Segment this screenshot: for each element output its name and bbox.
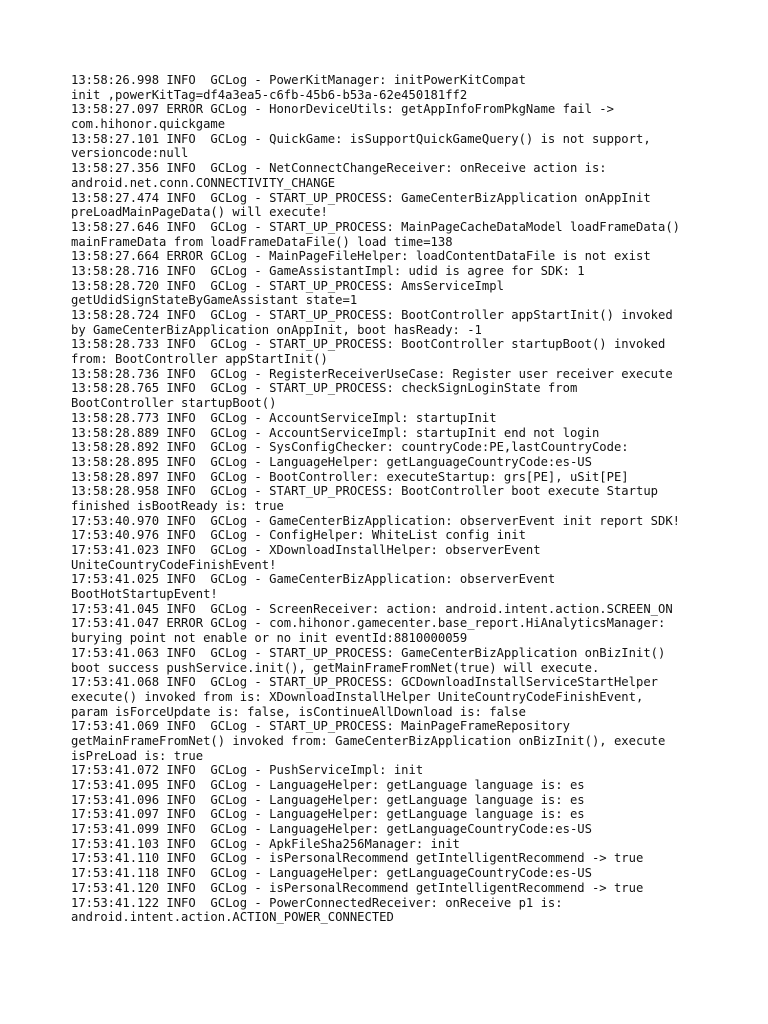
log-line: isPreLoad is: true	[71, 748, 204, 763]
log-line: 13:58:28.716 INFO GCLog - GameAssistantImpl: udid is agree for SDK: 1	[71, 263, 585, 278]
log-line: finished isBootReady is: true	[71, 498, 284, 513]
log-line: from: BootController appStartInit()	[71, 352, 328, 367]
log-line: 17:53:41.118 INFO GCLog - LanguageHelper: getLanguageCountryCode:es-US	[71, 866, 592, 881]
log-line: 17:53:41.068 INFO GCLog - START_UP_PROCESS: GCDownloadInstallServiceStartHelper	[71, 675, 658, 690]
log-line: 17:53:41.063 INFO GCLog - START_UP_PROCESS: GameCenterBizApplication onBizInit()	[71, 645, 666, 660]
log-line: 13:58:28.736 INFO GCLog - RegisterReceiverUseCase: Register user receiver execute	[71, 366, 673, 381]
log-line: 13:58:27.356 INFO GCLog - NetConnectChangeReceiver: onReceive action is:	[71, 161, 607, 176]
log-line: 17:53:41.095 INFO GCLog - LanguageHelper: getLanguage language is: es	[71, 778, 585, 792]
log-line: 13:58:28.773 INFO GCLog - AccountServiceImpl: startupInit	[71, 410, 497, 425]
log-line: init ,powerKitTag=df4a3ea5-c6fb-45b6-b53a-62e450181ff2	[71, 87, 468, 102]
log-line: 17:53:41.110 INFO GCLog - isPersonalRecommend getIntelligentRecommend -> true	[71, 851, 644, 866]
log-line: 13:58:27.646 INFO GCLog - START_UP_PROCESS: MainPageCacheDataModel loadFrameData()	[71, 219, 681, 234]
log-line: 17:53:41.069 INFO GCLog - START_UP_PROCESS: MainPageFrameRepository	[71, 719, 570, 734]
log-line: 17:53:41.103 INFO GCLog - ApkFileSha256Manager: init	[71, 836, 460, 851]
log-line: 17:53:40.976 INFO GCLog - ConfigHelper: WhiteList config init	[71, 528, 526, 543]
log-line: 17:53:41.096 INFO GCLog - LanguageHelper: getLanguage language is: es	[71, 792, 585, 807]
log-line: mainFrameData from loadFrameDataFile() load time=138	[71, 234, 453, 249]
log-line: 13:58:28.720 INFO GCLog - START_UP_PROCESS: AmsServiceImpl	[71, 278, 504, 293]
log-line: 13:58:28.733 INFO GCLog - START_UP_PROCESS: BootController startupBoot() invoked	[71, 337, 666, 352]
log-line: android.intent.action.ACTION_POWER_CONNECTED	[71, 910, 394, 925]
log-line: 13:58:28.895 INFO GCLog - LanguageHelper: getLanguageCountryCode:es-US	[71, 454, 592, 469]
log-line: android.net.conn.CONNECTIVITY_CHANGE	[71, 175, 336, 190]
log-line: getUdidSignStateByGameAssistant state=1	[71, 293, 358, 308]
log-line: 13:58:28.892 INFO GCLog - SysConfigChecker: countryCode:PE,lastCountryCode:	[71, 440, 629, 455]
log-line: versioncode:null	[71, 146, 189, 161]
log-line: param isForceUpdate is: false, isContinueAllDownload is: false	[71, 704, 526, 719]
log-line: preLoadMainPageData() will execute!	[71, 205, 328, 220]
log-line: 13:58:28.765 INFO GCLog - START_UP_PROCESS: checkSignLoginState from	[71, 381, 578, 396]
log-line: BootController startupBoot()	[71, 396, 277, 411]
log-line: 17:53:40.970 INFO GCLog - GameCenterBizApplication: observerEvent init report SDK!	[71, 513, 681, 528]
log-line: 13:58:27.474 INFO GCLog - START_UP_PROCESS: GameCenterBizApplication onAppInit	[71, 190, 651, 205]
log-line: 17:53:41.122 INFO GCLog - PowerConnectedReceiver: onReceive p1 is:	[71, 895, 563, 910]
log-line: getMainFrameFromNet() invoked from: GameCenterBizApplication onBizInit(), execute	[71, 733, 666, 748]
log-line: com.hihonor.quickgame	[71, 117, 226, 132]
log-line: 17:53:41.023 INFO GCLog - XDownloadInstallHelper: observerEvent	[71, 543, 541, 557]
log-line: boot success pushService.init(), getMainFrameFromNet(true) will execute.	[71, 660, 600, 675]
log-line: execute() invoked from is: XDownloadInstallHelper UniteCountryCodeFinishEvent,	[71, 689, 644, 704]
log-line: 13:58:28.958 INFO GCLog - START_UP_PROCESS: BootController boot execute Startup	[71, 484, 658, 499]
log-line: 13:58:28.889 INFO GCLog - AccountServiceImpl: startupInit end not login	[71, 425, 600, 440]
log-line: burying point not enable or no init eventId:8810000059	[71, 631, 468, 646]
log-line: 13:58:27.097 ERROR GCLog - HonorDeviceUtils: getAppInfoFromPkgName fail ->	[71, 102, 614, 117]
log-line: 17:53:41.025 INFO GCLog - GameCenterBizApplication: observerEvent	[71, 572, 556, 587]
log-line: 13:58:28.724 INFO GCLog - START_UP_PROCESS: BootController appStartInit() invoked	[71, 308, 673, 322]
log-line: 13:58:27.664 ERROR GCLog - MainPageFileHelper: loadContentDataFile is not exist	[71, 249, 651, 264]
log-line: BootHotStartupEvent!	[71, 587, 218, 602]
log-line: 17:53:41.045 INFO GCLog - ScreenReceiver: action: android.intent.action.SCREEN_ON	[71, 601, 673, 616]
log-line: 13:58:26.998 INFO GCLog - PowerKitManager: initPowerKitCompat	[71, 73, 526, 87]
log-line: 17:53:41.099 INFO GCLog - LanguageHelper: getLanguageCountryCode:es-US	[71, 822, 592, 837]
log-line: by GameCenterBizApplication onAppInit, boot hasReady: -1	[71, 322, 482, 337]
log-line: UniteCountryCodeFinishEvent!	[71, 557, 277, 572]
log-line: 17:53:41.120 INFO GCLog - isPersonalRecommend getIntelligentRecommend -> true	[71, 880, 644, 895]
log-text-block	[71, 73, 751, 925]
log-line: 17:53:41.072 INFO GCLog - PushServiceImpl: init	[71, 763, 424, 778]
log-line: 17:53:41.097 INFO GCLog - LanguageHelper: getLanguage language is: es	[71, 807, 585, 822]
log-line: 13:58:28.897 INFO GCLog - BootController: executeStartup: grs[PE], uSit[PE]	[71, 469, 629, 484]
log-line: 17:53:41.047 ERROR GCLog - com.hihonor.gamecenter.base_report.HiAnalyticsManager:	[71, 616, 666, 631]
log-line: 13:58:27.101 INFO GCLog - QuickGame: isSupportQuickGameQuery() is not support,	[71, 131, 651, 146]
